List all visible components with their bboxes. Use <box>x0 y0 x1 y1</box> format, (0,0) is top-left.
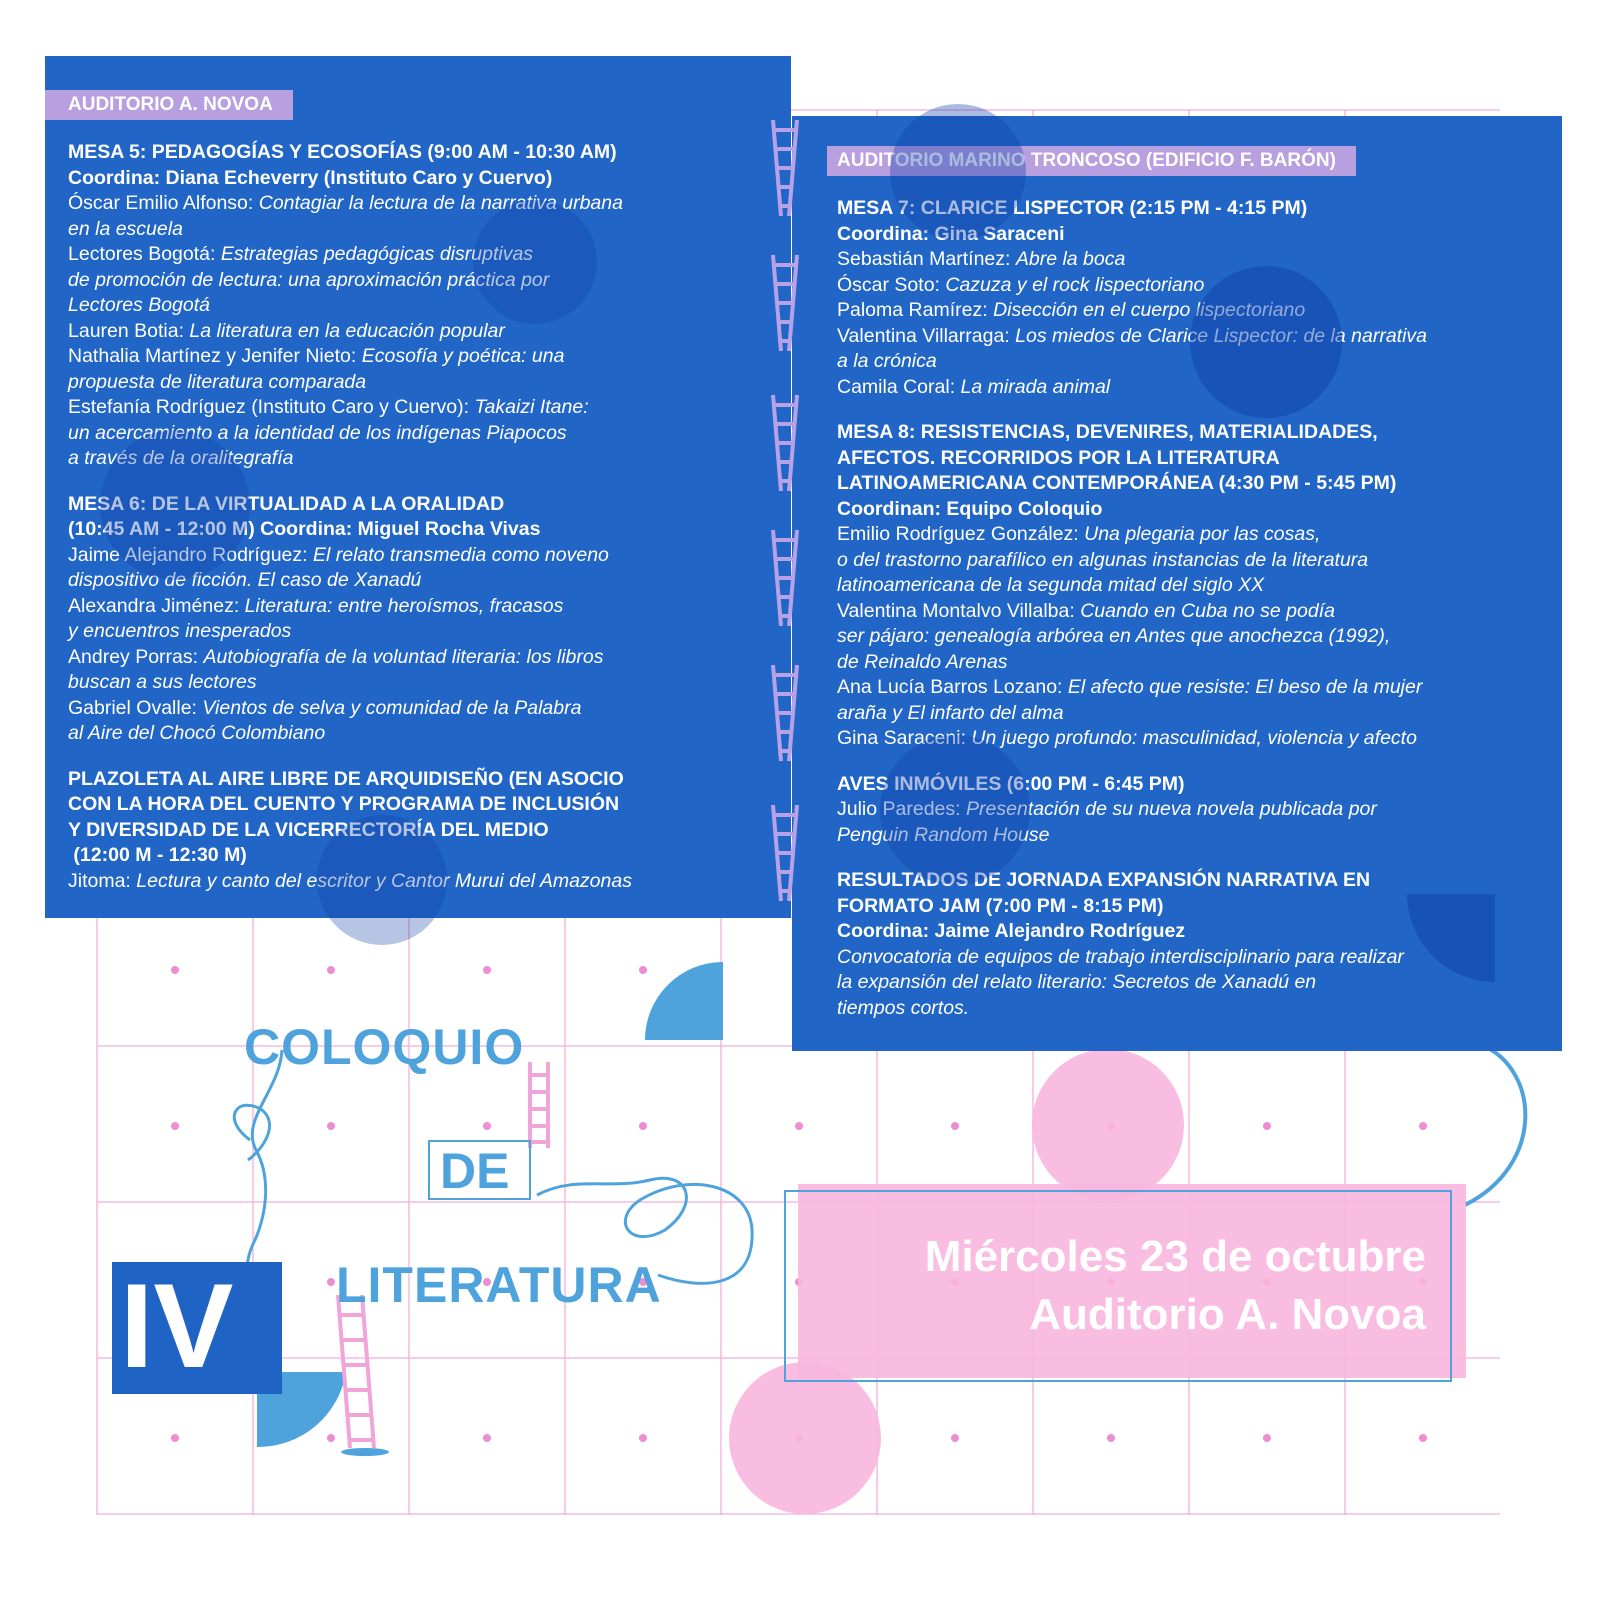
mesa-7-section <box>837 196 1542 400</box>
list-item <box>837 375 1542 401</box>
speaker-name: Lauren Botia: <box>68 319 190 342</box>
talk-title: a través de la oralitegrafía <box>68 447 294 469</box>
talk-title: de promoción de lectura: una aproximación práctica por <box>68 268 550 291</box>
grid-dot <box>327 1278 335 1286</box>
list-item <box>837 247 1542 273</box>
talk-title: y encuentros inesperados <box>68 620 292 642</box>
grid-dot <box>483 1122 491 1130</box>
list-item <box>837 273 1542 299</box>
resultados-section <box>837 868 1542 1021</box>
speaker-name: Julio Paredes: <box>837 798 966 820</box>
event-venue: Auditorio A. Novoa <box>1029 1290 1426 1339</box>
list-item <box>68 191 773 217</box>
grid-dot <box>327 966 335 974</box>
speaker-name: Valentina Montalvo Villalba: <box>837 599 1081 622</box>
grid-dot <box>483 966 491 974</box>
mesa-8-title: LATINOAMERICANA CONTEMPORÁNEA (4:30 PM - 5:45 PM) <box>837 472 1397 494</box>
talk-title: Cazuza y el rock lispectoriano <box>945 273 1205 296</box>
talk-title: tiempos cortos. <box>837 996 970 1019</box>
plazoleta-time: (12:00 M - 12:30 M) <box>68 844 247 866</box>
talk-title: Presentación de su nueva novela publicada por <box>966 798 1377 820</box>
talk-title: Ecosofía y poética: una <box>361 345 565 367</box>
talk-title: Contagiar la lectura de la narrativa urbana <box>258 192 623 214</box>
grid-dot <box>1263 1122 1271 1130</box>
grid-dot <box>1263 1434 1271 1442</box>
list-item <box>68 594 773 620</box>
talk-title: Penguin Random House <box>837 823 1050 846</box>
grid-dot <box>1419 1122 1427 1130</box>
speaker-name: Sebastián Martínez: <box>837 248 1016 270</box>
mesa-6-time-coordinator: (10:45 AM - 12:00 M) Coordina: Miguel Rocha Vivas <box>68 518 541 540</box>
resultados-title: FORMATO JAM (7:00 PM - 8:15 PM) <box>837 894 1164 917</box>
aves-title: AVES INMÓVILES (6:00 PM - 6:45 PM) <box>837 772 1185 795</box>
mesa-7-title: MESA 7: CLARICE LISPECTOR (2:15 PM - 4:15 PM) <box>837 197 1308 219</box>
title-coloquio: COLOQUIO <box>244 1019 525 1075</box>
talk-title: La mirada animal <box>960 375 1111 398</box>
mesa-7-coordinator: Coordina: Gina Saraceni <box>837 222 1065 245</box>
talk-title: La literatura en la educación popular <box>189 319 505 342</box>
grid-dot <box>327 1122 335 1130</box>
speaker-name: Lectores Bogotá: <box>68 243 221 265</box>
pink-circle-bottom <box>729 1362 881 1514</box>
talk-title: ser pájaro: genealogía arbórea en Antes que anochezca (1992), <box>837 625 1391 647</box>
speaker-name: Andrey Porras: <box>68 645 204 668</box>
talk-title: Estrategias pedagógicas disruptivas <box>220 243 534 265</box>
plazoleta-title: PLAZOLETA AL AIRE LIBRE DE ARQUIDISEÑO (EN ASOCIO <box>68 767 624 790</box>
resultados-coordinator: Coordina: Jaime Alejandro Rodríguez <box>837 920 1186 942</box>
title-literatura: LITERATURA <box>336 1257 662 1313</box>
mesa-5-title: MESA 5: PEDAGOGÍAS Y ECOSOFÍAS (9:00 AM - 10:30 AM) <box>68 141 617 163</box>
talk-title: El relato transmedia como noveno <box>312 543 609 566</box>
talk-title: Vientos de selva y comunidad de la Palabra <box>202 696 582 719</box>
talk-title: Una plegaria por las cosas, <box>1084 523 1321 545</box>
aves-section <box>837 772 1542 849</box>
list-item <box>837 599 1542 625</box>
speaker-name: Gabriel Ovalle: <box>68 696 203 719</box>
mesa-5-section <box>68 140 773 472</box>
list-item <box>837 522 1542 548</box>
string-decoration-right <box>1465 1045 1525 1205</box>
talk-title: Lectura y canto del escritor y Cantor Murui del Amazonas <box>136 869 632 892</box>
mesa-8-coordinator: Coordinan: Equipo Coloquio <box>837 497 1103 520</box>
speaker-name: Nathalia Martínez y Jenifer Nieto: <box>68 345 362 367</box>
program-panel-right <box>792 116 1562 1051</box>
talk-title: de Reinaldo Arenas <box>837 650 1008 673</box>
speaker-name: Paloma Ramírez: <box>837 299 994 321</box>
mesa-8-title: AFECTOS. RECORRIDOS POR LA LITERATURA <box>837 446 1280 469</box>
grid-dot <box>639 966 647 974</box>
list-item <box>68 319 773 345</box>
ladder-shadow <box>341 1448 389 1456</box>
speaker-name: Óscar Soto: <box>837 273 946 296</box>
talk-title: propuesta de literatura comparada <box>68 370 367 393</box>
mesa-5-coordinator: Coordina: Diana Echeverry (Instituto Caro y Cuervo) <box>68 166 553 189</box>
talk-title: buscan a sus lectores <box>68 671 257 693</box>
date-box-outline <box>784 1190 1452 1382</box>
talk-title: Lectores Bogotá <box>68 294 211 316</box>
list-item <box>68 344 773 370</box>
blue-half-circle <box>645 962 723 1040</box>
resultados-title: RESULTADOS DE JORNADA EXPANSIÓN NARRATIVA EN <box>837 869 1371 891</box>
talk-title: Cuando en Cuba no se podía <box>1080 599 1335 622</box>
grid-dot <box>171 1434 179 1442</box>
speaker-name: Jaime Alejandro Rodríguez: <box>68 543 313 566</box>
list-item <box>68 645 773 671</box>
program-panel-left <box>45 56 791 918</box>
talk-title: Los miedos de Clarice Lispector: de la narrativa <box>1015 324 1428 347</box>
list-item <box>68 696 773 722</box>
ladder-icon <box>530 1062 548 1148</box>
grid-dot <box>1419 1434 1427 1442</box>
talk-title: Un juego profundo: masculinidad, violencia y afecto <box>971 727 1417 749</box>
edition-numeral: IV <box>120 1259 234 1393</box>
plazoleta-title: Y DIVERSIDAD DE LA VICERRECTORÍA DEL MEDIO <box>68 818 549 841</box>
list-item <box>837 726 1542 752</box>
talk-title: latinoamericana de la segunda mitad del siglo XX <box>837 574 1265 596</box>
speaker-name: Alexandra Jiménez: <box>68 594 245 617</box>
talk-title: un acercamiento a la identidad de los indígenas Piapocos <box>68 421 567 444</box>
talk-title: la expansión del relato literario: Secretos de Xanadú en <box>837 971 1317 993</box>
title-de: DE <box>440 1143 510 1199</box>
mesa-6-section <box>68 492 773 747</box>
talk-title: Autobiografía de la voluntad literaria: los libros <box>203 645 604 668</box>
mesa-6-title: MESA 6: DE LA VIRTUALIDAD A LA ORALIDAD <box>68 492 505 515</box>
mesa-8-title: MESA 8: RESISTENCIAS, DEVENIRES, MATERIALIDADES, <box>837 421 1378 443</box>
venue-label-right: AUDITORIO MARINO TRONCOSO (EDIFICIO F. BARÓN) <box>827 146 1356 176</box>
talk-title: araña y El infarto del alma <box>837 701 1064 724</box>
talk-title: al Aire del Chocó Colombiano <box>68 722 326 744</box>
list-item <box>68 869 773 895</box>
talk-title: Literatura: entre heroísmos, fracasos <box>244 594 564 617</box>
talk-title: Abre la boca <box>1015 248 1126 270</box>
plazoleta-title: CON LA HORA DEL CUENTO Y PROGRAMA DE INCLUSIÓN <box>68 793 620 815</box>
talk-title: Convocatoria de equipos de trabajo interdisciplinario para realizar <box>837 945 1404 968</box>
speaker-name: Estefanía Rodríguez (Instituto Caro y Cuervo): <box>68 396 475 418</box>
grid-dot <box>327 1434 335 1442</box>
grid-dot <box>171 966 179 974</box>
talk-title: El afecto que resiste: El beso de la mujer <box>1067 676 1423 698</box>
speaker-name: Emilio Rodríguez González: <box>837 523 1085 545</box>
grid-dot <box>1107 1434 1115 1442</box>
speaker-name: Óscar Emilio Alfonso: <box>68 192 259 214</box>
speaker-name: Ana Lucía Barros Lozano: <box>837 676 1068 698</box>
talk-title: Takaizi Itane: <box>474 396 589 418</box>
talk-title: a la crónica <box>837 350 937 372</box>
list-item <box>68 395 773 421</box>
talk-title: en la escuela <box>68 217 183 240</box>
list-item <box>68 242 773 268</box>
grid-dot <box>639 1434 647 1442</box>
grid-dot <box>795 1122 803 1130</box>
speaker-name: Valentina Villarraga: <box>837 324 1016 347</box>
plazoleta-section <box>68 767 773 895</box>
ladder-icon <box>338 1295 374 1448</box>
grid-dot <box>639 1122 647 1130</box>
grid-dot <box>483 1434 491 1442</box>
speaker-name: Camila Coral: <box>837 375 961 398</box>
talk-title: o del trastorno parafílico en algunas instancias de la literatura <box>837 548 1369 571</box>
list-item <box>837 797 1542 823</box>
list-item <box>837 675 1542 701</box>
speaker-name: Jitoma: <box>68 869 137 892</box>
pink-circle-top <box>1032 1049 1184 1201</box>
speaker-name: Gina Saraceni: <box>837 727 972 749</box>
list-item <box>837 324 1542 350</box>
list-item <box>68 543 773 569</box>
grid-dot <box>951 1122 959 1130</box>
list-item <box>837 298 1542 324</box>
venue-label-left: AUDITORIO A. NOVOA <box>45 90 293 120</box>
talk-title: Disección en el cuerpo lispectoriano <box>993 299 1306 321</box>
grid-dot <box>951 1434 959 1442</box>
talk-title: dispositivo de ficción. El caso de Xanadú <box>68 569 422 591</box>
grid-dot <box>171 1122 179 1130</box>
mesa-8-section <box>837 420 1542 752</box>
event-date: Miércoles 23 de octubre <box>924 1232 1426 1281</box>
